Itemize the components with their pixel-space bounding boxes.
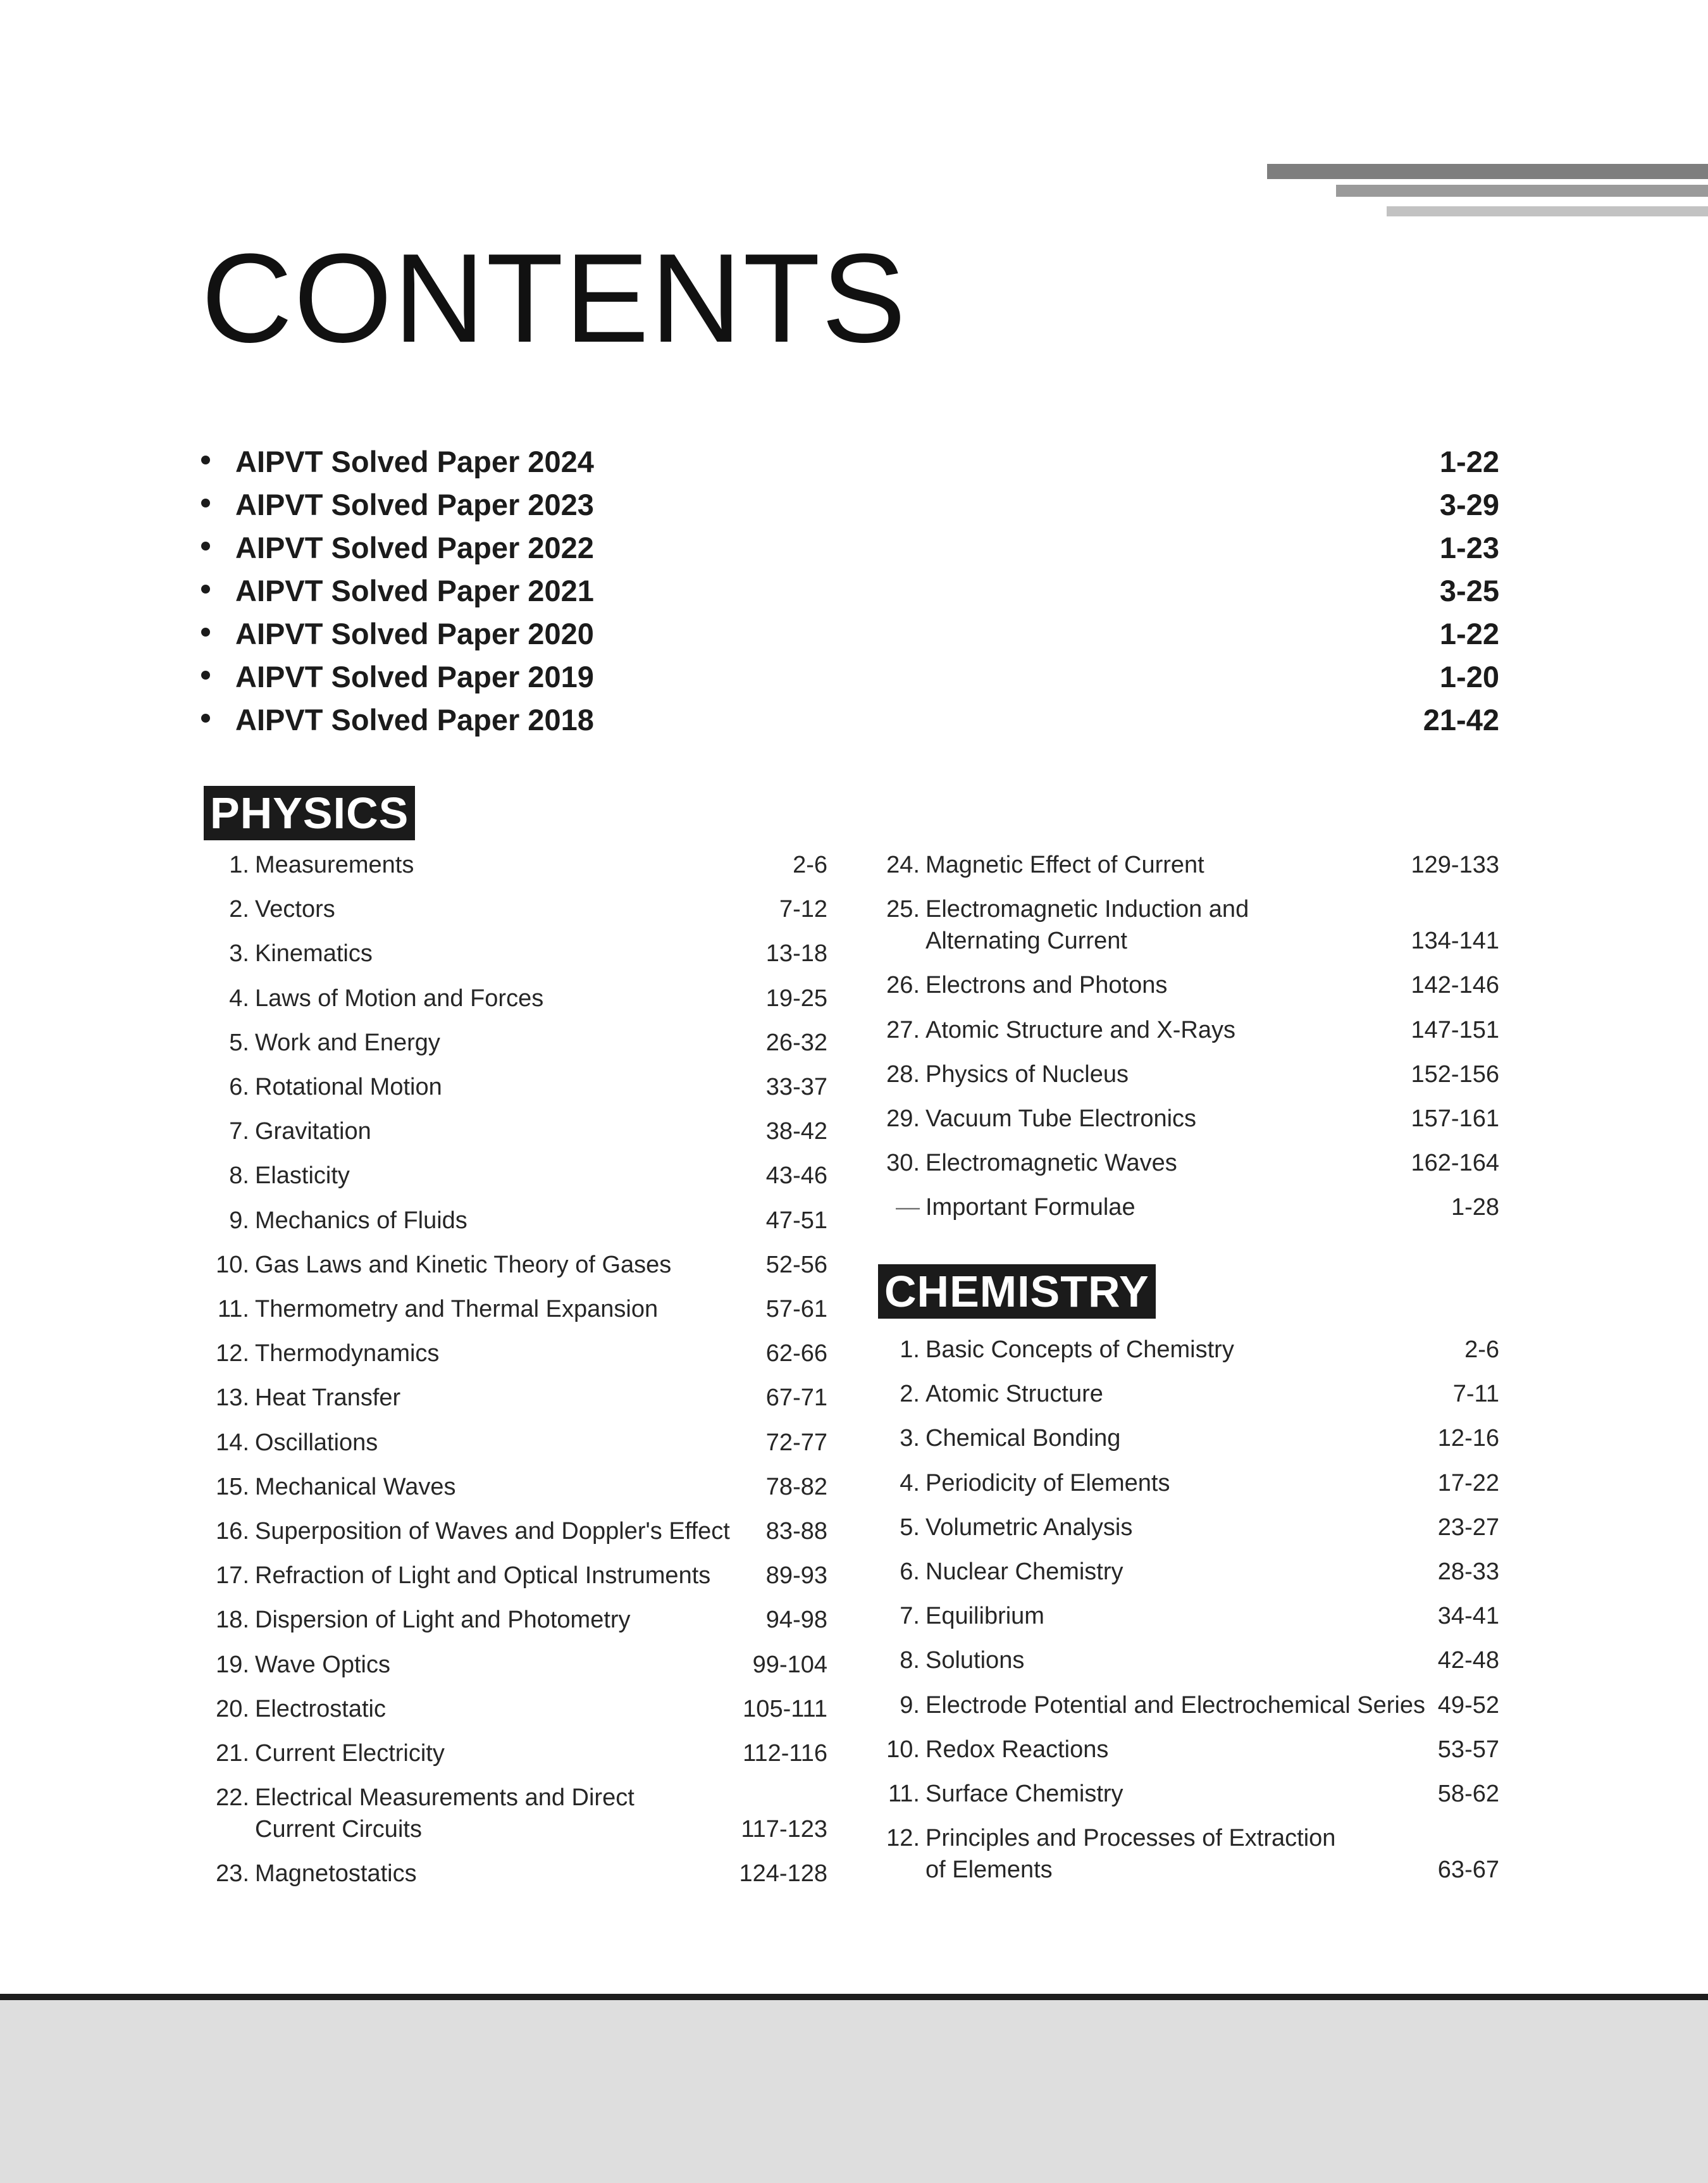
toc-entry-title: Gravitation: [255, 1118, 371, 1145]
toc-entry-number: 16.: [216, 1518, 249, 1545]
toc-entry-number: 12.: [886, 1825, 920, 1852]
toc-entry-pages: 23-27: [1437, 1514, 1499, 1541]
toc-entry: [872, 1059, 1499, 1090]
toc-entry-pages: 72-77: [765, 1429, 827, 1456]
toc-entry-pages: 57-61: [765, 1296, 827, 1322]
toc-entry-pages: 1-28: [1451, 1194, 1499, 1221]
toc-entry-title: Physics of Nucleus: [925, 1060, 1129, 1088]
toc-entry-number: 20.: [216, 1695, 249, 1722]
toc-entry: [872, 1422, 1499, 1454]
toc-entry: [201, 893, 827, 925]
toc-entry-number: 27.: [886, 1016, 920, 1043]
toc-entry-title: Basic Concepts of Chemistry: [925, 1336, 1234, 1363]
toc-entry-pages: 142-146: [1411, 972, 1499, 999]
toc-entry-number: 7.: [229, 1118, 249, 1145]
toc-entry: [201, 1160, 827, 1191]
toc-entry: [872, 1645, 1499, 1676]
toc-entry-pages: 19-25: [765, 985, 827, 1012]
toc-entry-number: 9.: [229, 1207, 249, 1234]
toc-entry-title: Electromagnetic Waves: [925, 1150, 1177, 1177]
toc-entry-pages: 28-33: [1437, 1558, 1499, 1585]
toc-entry-number: 3.: [229, 940, 249, 967]
solved-paper-title: AIPVT Solved Paper 2021: [235, 574, 594, 607]
physics-heading: PHYSICS: [204, 786, 415, 840]
toc-entry-title-cont: Current Circuits: [255, 1816, 422, 1843]
toc-entry-pages: 43-46: [765, 1162, 827, 1190]
decorative-bar-bottom: [1387, 206, 1708, 216]
toc-entry: [201, 1515, 827, 1547]
toc-entry-title: Superposition of Waves and Doppler's Effect: [255, 1518, 730, 1545]
toc-entry-number: 6.: [229, 1074, 249, 1100]
toc-entry-title: Gas Laws and Kinetic Theory of Gases: [255, 1251, 672, 1278]
toc-entry-title: Elasticity: [255, 1162, 350, 1190]
toc-entry-title: Electromagnetic Induction and: [925, 896, 1249, 923]
toc-entry-number: 1.: [229, 852, 249, 878]
solved-paper-row: [201, 529, 1499, 572]
toc-entry-title: Electrical Measurements and Direct: [255, 1784, 634, 1812]
toc-entry-pages: 7-11: [1452, 1381, 1499, 1408]
solved-paper-pages: 3-25: [1439, 574, 1499, 607]
toc-entry: [872, 1103, 1499, 1135]
solved-paper-row: [201, 572, 1499, 615]
toc-entry-pages: 83-88: [765, 1518, 827, 1545]
toc-entry-title: Oscillations: [255, 1429, 378, 1456]
toc-entry-number: —: [896, 1194, 920, 1221]
toc-entry-number: 18.: [216, 1607, 249, 1634]
toc-entry: [872, 969, 1499, 1001]
toc-entry-number: 15.: [216, 1473, 249, 1500]
toc-entry-number: 28.: [886, 1060, 920, 1088]
bullet-icon: [201, 456, 210, 464]
toc-entry-number: 21.: [216, 1740, 249, 1767]
toc-entry-pages: 12-16: [1437, 1425, 1499, 1452]
toc-entry-title: Magnetic Effect of Current: [925, 852, 1204, 878]
toc-entry: [872, 1734, 1499, 1765]
toc-entry-title: Mechanics of Fluids: [255, 1207, 467, 1234]
toc-entry: [201, 1693, 827, 1725]
toc-entry-title: Chemical Bonding: [925, 1425, 1121, 1452]
solved-paper-row: [201, 615, 1499, 658]
solved-paper-title: AIPVT Solved Paper 2022: [235, 531, 594, 564]
solved-paper-pages: 3-29: [1439, 488, 1499, 521]
toc-entry: [872, 849, 1499, 881]
solved-paper-title: AIPVT Solved Paper 2020: [235, 617, 594, 650]
toc-entry-pages: 38-42: [765, 1118, 827, 1145]
toc-entry-title: Equilibrium: [925, 1603, 1044, 1630]
toc-entry-pages: 78-82: [765, 1473, 827, 1500]
toc-entry-title: Surface Chemistry: [925, 1781, 1123, 1807]
toc-entry-pages: 162-164: [1411, 1150, 1499, 1177]
toc-entry-number: 8.: [900, 1647, 920, 1674]
toc-entry-number: 11.: [217, 1296, 249, 1322]
toc-entry-pages: 17-22: [1437, 1469, 1499, 1496]
toc-entry-title: Vacuum Tube Electronics: [925, 1105, 1197, 1132]
solved-papers-list: [201, 443, 1499, 744]
solved-paper-pages: 1-23: [1439, 531, 1499, 564]
toc-entry-title: Atomic Structure: [925, 1381, 1103, 1408]
toc-entry-number: 29.: [886, 1105, 920, 1132]
toc-entry-number: 4.: [229, 985, 249, 1012]
toc-entry: [872, 1556, 1499, 1588]
toc-entry-number: 19.: [216, 1651, 249, 1678]
toc-entry-pages: 33-37: [765, 1074, 827, 1100]
toc-entry-number: 24.: [886, 852, 920, 878]
toc-entry-number: 3.: [900, 1425, 920, 1452]
toc-entry-number: 2.: [900, 1381, 920, 1408]
solved-paper-title: AIPVT Solved Paper 2018: [235, 703, 594, 737]
toc-entry-pages: 67-71: [765, 1384, 827, 1412]
toc-entry: [872, 1191, 1499, 1223]
toc-entry-number: 9.: [900, 1691, 920, 1719]
toc-entry: [201, 1858, 827, 1889]
toc-entry-number: 5.: [229, 1029, 249, 1056]
toc-entry-title: Electrode Potential and Electrochemical Series: [925, 1691, 1425, 1719]
toc-entry-number: 30.: [886, 1150, 920, 1177]
toc-entry: [201, 1649, 827, 1681]
solved-paper-pages: 1-22: [1439, 445, 1499, 478]
toc-entry-number: 1.: [900, 1336, 920, 1363]
decorative-bar-middle: [1336, 185, 1708, 197]
toc-entry-title: Kinematics: [255, 940, 373, 967]
toc-entry-title: Thermodynamics: [255, 1340, 440, 1367]
bullet-icon: [201, 714, 210, 723]
toc-entry-number: 26.: [886, 972, 920, 999]
bullet-icon: [201, 671, 210, 680]
toc-entry-pages: 124-128: [739, 1860, 827, 1888]
toc-entry: [872, 1467, 1499, 1499]
toc-entry-title: Redox Reactions: [925, 1736, 1109, 1763]
toc-entry-pages: 53-57: [1437, 1736, 1499, 1763]
toc-entry-number: 8.: [229, 1162, 249, 1190]
solved-paper-title: AIPVT Solved Paper 2019: [235, 660, 594, 693]
toc-entry-title-cont: Alternating Current: [925, 928, 1127, 955]
solved-paper-pages: 1-20: [1439, 660, 1499, 693]
toc-entry-pages: 42-48: [1437, 1647, 1499, 1674]
footer-band: [0, 2000, 1708, 2183]
bullet-icon: [201, 585, 210, 594]
solved-paper-row: [201, 658, 1499, 701]
footer-rule: [0, 1994, 1708, 2000]
toc-entry-number: 10.: [216, 1251, 249, 1278]
toc-entry: [201, 849, 827, 881]
toc-entry: [201, 1471, 827, 1503]
bullet-icon: [201, 628, 210, 637]
toc-entry-pages: 147-151: [1411, 1016, 1499, 1043]
toc-entry: [872, 1778, 1499, 1810]
toc-entry: [201, 1382, 827, 1414]
toc-entry-title: Measurements: [255, 852, 414, 878]
chemistry-heading: CHEMISTRY: [878, 1264, 1156, 1319]
toc-entry: [201, 1427, 827, 1458]
toc-entry-title: Mechanical Waves: [255, 1473, 456, 1500]
page-title: CONTENTS: [201, 228, 907, 369]
toc-entry-number: 17.: [216, 1562, 249, 1589]
toc-entry-pages: 34-41: [1437, 1603, 1499, 1630]
toc-entry-pages: 62-66: [765, 1340, 827, 1367]
toc-entry-title: Refraction of Light and Optical Instruments: [255, 1562, 711, 1589]
toc-entry-pages: 129-133: [1411, 852, 1499, 878]
toc-entry: [201, 1116, 827, 1147]
toc-entry-title: Dispersion of Light and Photometry: [255, 1607, 631, 1634]
decorative-bar-top: [1267, 164, 1708, 179]
toc-entry: [201, 1071, 827, 1103]
toc-entry: [201, 1027, 827, 1059]
toc-entry-pages: 47-51: [765, 1207, 827, 1234]
toc-entry: [201, 1205, 827, 1236]
toc-entry-pages: 134-141: [1411, 928, 1499, 955]
toc-entry: [872, 1822, 1499, 1886]
solved-paper-row: [201, 701, 1499, 744]
toc-entry: [201, 938, 827, 969]
toc-entry: [201, 983, 827, 1014]
toc-entry-title: Work and Energy: [255, 1029, 440, 1056]
toc-entry: [201, 1338, 827, 1369]
toc-entry-pages: 157-161: [1411, 1105, 1499, 1132]
toc-entry-number: 23.: [216, 1860, 249, 1888]
solved-paper-row: [201, 486, 1499, 529]
toc-entry-title: Important Formulae: [925, 1194, 1136, 1221]
toc-entry-pages: 52-56: [765, 1251, 827, 1278]
toc-entry-pages: 94-98: [765, 1607, 827, 1634]
toc-entry-pages: 99-104: [752, 1651, 827, 1678]
toc-entry-number: 12.: [216, 1340, 249, 1367]
toc-entry-title: Electrons and Photons: [925, 972, 1168, 999]
solved-paper-pages: 21-42: [1423, 703, 1499, 737]
toc-entry-pages: 7-12: [779, 896, 827, 923]
toc-entry: [201, 1560, 827, 1591]
toc-entry: [201, 1249, 827, 1281]
toc-entry-pages: 49-52: [1437, 1691, 1499, 1719]
toc-entry-number: 4.: [900, 1469, 920, 1496]
toc-entry-title: Principles and Processes of Extraction: [925, 1825, 1336, 1852]
toc-entry: [872, 1378, 1499, 1410]
solved-paper-title: AIPVT Solved Paper 2023: [235, 488, 594, 521]
toc-entry-pages: 89-93: [765, 1562, 827, 1589]
toc-entry-number: 25.: [886, 896, 920, 923]
toc-entry-number: 2.: [229, 896, 249, 923]
toc-entry-pages: 2-6: [1464, 1336, 1499, 1363]
toc-entry-number: 13.: [216, 1384, 249, 1412]
toc-entry: [201, 1738, 827, 1769]
toc-entry-title: Volumetric Analysis: [925, 1514, 1133, 1541]
toc-entry: [872, 1600, 1499, 1632]
toc-entry-pages: 2-6: [793, 852, 827, 878]
toc-entry-number: 7.: [900, 1603, 920, 1630]
toc-entry-number: 5.: [900, 1514, 920, 1541]
toc-entry: [201, 1782, 827, 1845]
toc-entry-title: Nuclear Chemistry: [925, 1558, 1123, 1585]
toc-entry-title: Wave Optics: [255, 1651, 390, 1678]
bullet-icon: [201, 499, 210, 507]
toc-entry-number: 14.: [216, 1429, 249, 1456]
toc-entry: [872, 1689, 1499, 1721]
solved-paper-row: [201, 443, 1499, 486]
toc-entry-title: Vectors: [255, 896, 335, 923]
toc-entry-pages: 117-123: [741, 1816, 827, 1843]
toc-entry: [872, 1512, 1499, 1543]
toc-entry-pages: 63-67: [1437, 1856, 1499, 1884]
toc-entry-pages: 105-111: [743, 1695, 827, 1722]
toc-entry-number: 22.: [216, 1784, 249, 1812]
toc-entry-title: Solutions: [925, 1647, 1025, 1674]
toc-entry: [872, 893, 1499, 957]
toc-entry-pages: 58-62: [1437, 1781, 1499, 1807]
toc-entry-pages: 152-156: [1411, 1060, 1499, 1088]
toc-entry-title: Heat Transfer: [255, 1384, 401, 1412]
toc-entry: [201, 1293, 827, 1325]
toc-entry-number: 6.: [900, 1558, 920, 1585]
toc-entry-title: Magnetostatics: [255, 1860, 417, 1888]
toc-entry-title: Periodicity of Elements: [925, 1469, 1170, 1496]
toc-entry: [872, 1014, 1499, 1046]
toc-entry-title: Current Electricity: [255, 1740, 445, 1767]
toc-entry-pages: 13-18: [765, 940, 827, 967]
toc-entry-number: 11.: [888, 1781, 920, 1807]
toc-entry-title: Electrostatic: [255, 1695, 386, 1722]
toc-entry: [201, 1604, 827, 1636]
toc-entry-pages: 26-32: [765, 1029, 827, 1056]
bullet-icon: [201, 542, 210, 550]
toc-entry-title: Thermometry and Thermal Expansion: [255, 1296, 659, 1322]
toc-entry-title: Laws of Motion and Forces: [255, 985, 544, 1012]
toc-entry-number: 10.: [886, 1736, 920, 1763]
toc-entry: [872, 1147, 1499, 1179]
toc-entry-title: Atomic Structure and X-Rays: [925, 1016, 1235, 1043]
toc-entry-title: Rotational Motion: [255, 1074, 442, 1100]
solved-paper-pages: 1-22: [1439, 617, 1499, 650]
toc-entry: [872, 1334, 1499, 1365]
toc-entry-title-cont: of Elements: [925, 1856, 1053, 1884]
toc-entry-pages: 112-116: [743, 1740, 827, 1767]
solved-paper-title: AIPVT Solved Paper 2024: [235, 445, 594, 478]
